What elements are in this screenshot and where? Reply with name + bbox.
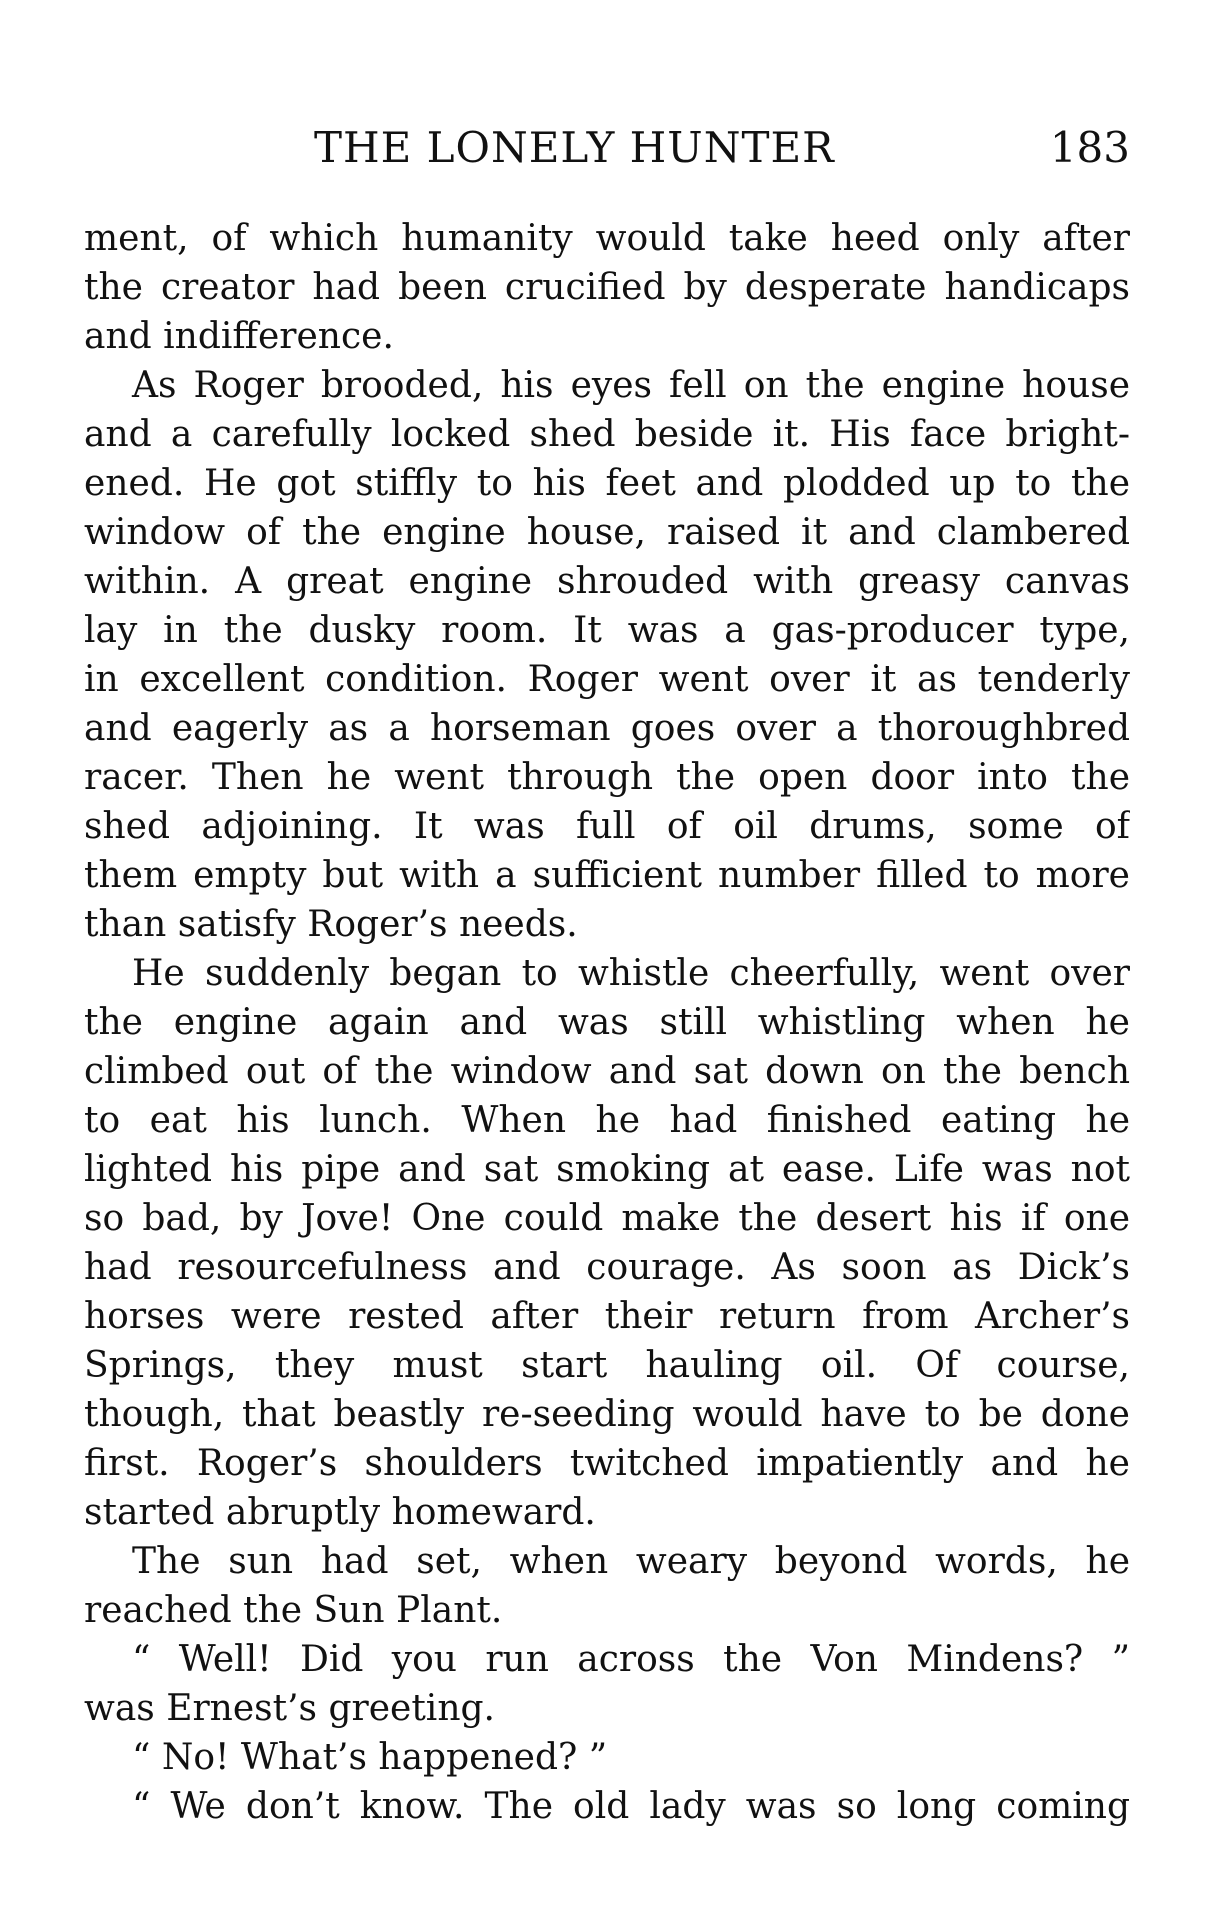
text-line: “ No! What’s happened? ” bbox=[132, 1737, 608, 1778]
text-line: shed adjoining. It was full of oil drums, some of bbox=[84, 806, 1130, 847]
text-line: to eat his lunch. When he had finished eating he bbox=[84, 1100, 1130, 1141]
paragraph bbox=[84, 1635, 1130, 1733]
text-line: “ Well! Did you run across the Von Mindens? ” bbox=[132, 1639, 1130, 1680]
text-line: in excellent condition. Roger went over it as tenderly bbox=[84, 659, 1130, 700]
text-line: Springs, they must start hauling oil. Of course, bbox=[84, 1345, 1130, 1386]
running-head bbox=[84, 120, 1130, 176]
running-title: THE LONELY HUNTER bbox=[314, 123, 835, 172]
text-line: ment, of which humanity would take heed only after bbox=[84, 218, 1130, 259]
text-line: the creator had been crucified by desperate handicaps bbox=[84, 267, 1130, 308]
text-line: first. Roger’s shoulders twitched impatiently and he bbox=[84, 1443, 1130, 1484]
text-line: started abruptly homeward. bbox=[84, 1492, 596, 1533]
text-line: window of the engine house, raised it and clambered bbox=[84, 512, 1130, 553]
text-line: had resourcefulness and courage. As soon as Dick’s bbox=[84, 1247, 1130, 1288]
paragraph bbox=[84, 1537, 1130, 1635]
text-line: was Ernest’s greeting. bbox=[84, 1688, 495, 1729]
paragraph bbox=[84, 1733, 1130, 1782]
text-line: climbed out of the window and sat down on the bench bbox=[84, 1051, 1130, 1092]
text-line: ened. He got stiffly to his feet and plodded up to the bbox=[84, 463, 1130, 504]
text-line: He suddenly began to whistle cheerfully, went over bbox=[132, 953, 1130, 994]
text-line: As Roger brooded, his eyes fell on the engine house bbox=[132, 365, 1130, 406]
text-line: the engine again and was still whistling when he bbox=[84, 1002, 1130, 1043]
text-line: and eagerly as a horseman goes over a thoroughbred bbox=[84, 708, 1130, 749]
text-line: The sun had set, when weary beyond words, he bbox=[132, 1541, 1130, 1582]
text-line: “ We don’t know. The old lady was so long coming bbox=[132, 1786, 1130, 1827]
text-line: and a carefully locked shed beside it. His face bright- bbox=[84, 414, 1130, 455]
text-line: racer. Then he went through the open door into the bbox=[84, 757, 1130, 798]
text-line: though, that beastly re-seeding would have to be done bbox=[84, 1394, 1130, 1435]
paragraph bbox=[84, 361, 1130, 949]
text-line: reached the Sun Plant. bbox=[84, 1590, 503, 1631]
paragraph bbox=[84, 214, 1130, 361]
paragraph bbox=[84, 949, 1130, 1537]
text-line: so bad, by Jove! One could make the desert his if one bbox=[84, 1198, 1130, 1239]
text-line: than satisfy Roger’s needs. bbox=[84, 904, 578, 945]
paragraph bbox=[84, 1782, 1130, 1831]
page-number: 183 bbox=[1049, 123, 1130, 172]
text-line: horses were rested after their return from Archer’s bbox=[84, 1296, 1130, 1337]
text-line: lay in the dusky room. It was a gas-producer type, bbox=[84, 610, 1130, 651]
text-line: and indifference. bbox=[84, 316, 394, 357]
text-line: lighted his pipe and sat smoking at ease. Life was not bbox=[84, 1149, 1130, 1190]
body-text bbox=[84, 214, 1130, 1831]
text-line: them empty but with a sufficient number filled to more bbox=[84, 855, 1130, 896]
text-line: within. A great engine shrouded with greasy canvas bbox=[84, 561, 1130, 602]
